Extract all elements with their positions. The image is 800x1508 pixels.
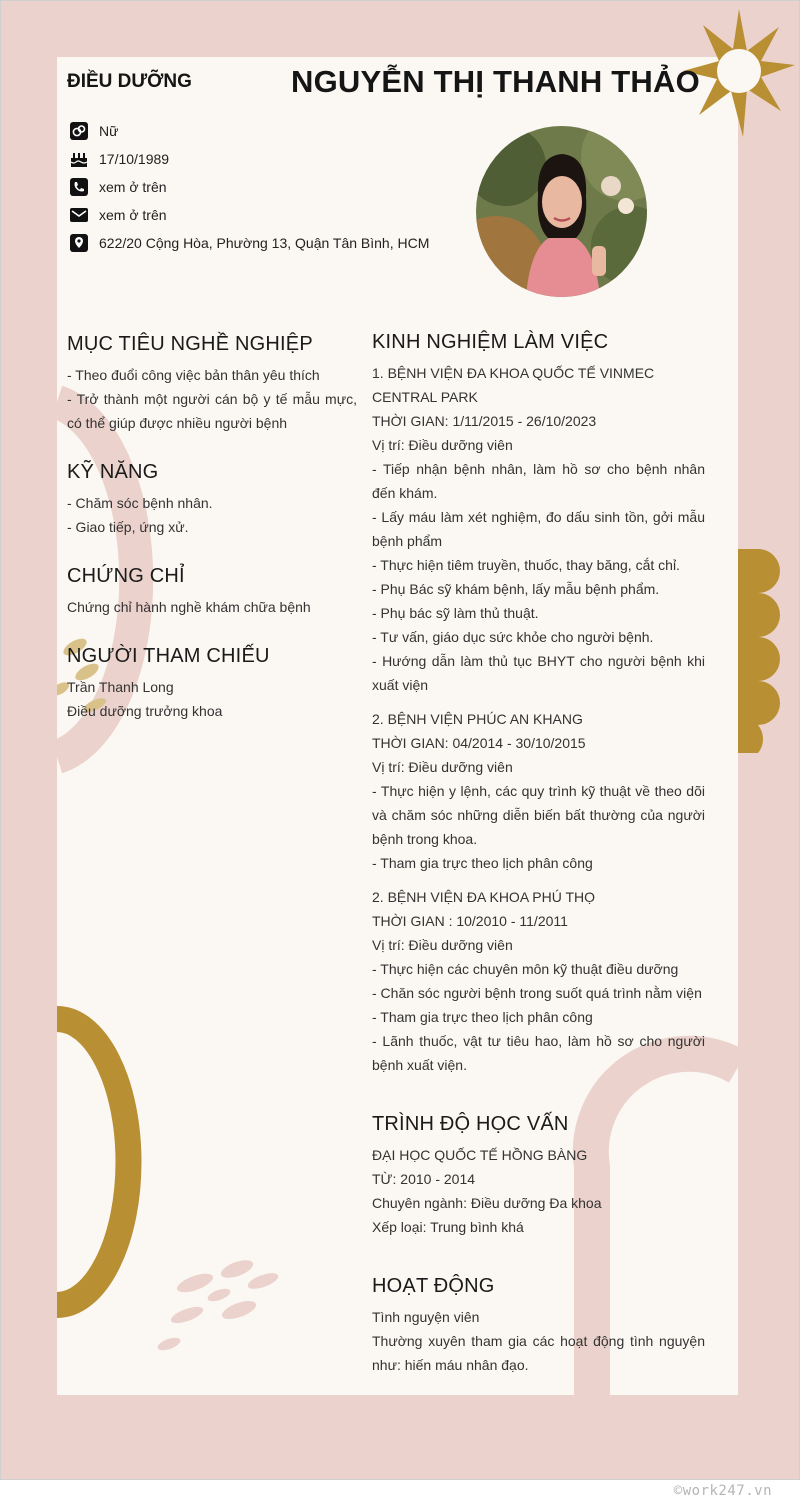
job-duty: - Chăn sóc người bệnh trong suốt quá trình nằm viện [372, 985, 702, 1001]
info-address [69, 229, 429, 257]
avatar [476, 126, 647, 297]
job-duty: - Thực hiện tiêm truyền, thuốc, thay băng, cắt chỉ. [372, 557, 680, 573]
job-duty: - Phụ Bác sỹ khám bệnh, lấy mẫu bệnh phẩm. [372, 581, 660, 597]
info-phone [69, 173, 429, 201]
section-title: KINH NGHIỆM LÀM VIỆC [372, 331, 609, 353]
personal-info-list [69, 117, 429, 257]
job-entry [372, 885, 705, 1077]
certificates-section [67, 563, 357, 619]
birthday-cake-icon [69, 149, 89, 169]
section-title: KỸ NĂNG [67, 461, 159, 483]
location-pin-icon [69, 233, 89, 253]
section-title: HOẠT ĐỘNG [372, 1275, 495, 1297]
job-duty: - Thực hiện y lệnh, các quy trình kỹ thuật về theo dõi và chăm sóc những diễn biến bất thường của người bệnh trong khoa. [372, 783, 705, 847]
job-time: THỜI GIAN: 04/2014 - 30/10/2015 [372, 735, 586, 751]
job-position: Vị trí: Điều dưỡng viên [372, 437, 513, 453]
skills-section [67, 459, 357, 539]
job-duty: - Tham gia trực theo lịch phân công [372, 855, 593, 871]
job-duty: - Tiếp nhận bệnh nhân, làm hồ sơ cho bệnh nhân đến khám. [372, 461, 705, 501]
job-duty: - Phụ bác sỹ làm thủ thuật. [372, 605, 539, 621]
company-name: 2. BỆNH VIỆN PHÚC AN KHANG [372, 711, 583, 727]
text-line: TỪ: 2010 - 2014 [372, 1171, 476, 1187]
education-section [372, 1111, 705, 1239]
full-name: NGUYỄN THỊ THANH THẢO [291, 64, 700, 99]
job-duty: - Lấy máu làm xét nghiệm, đo dấu sinh tồn, gởi mẫu bệnh phẩm [372, 509, 705, 549]
job-position: Vị trí: Điều dưỡng viên [372, 759, 513, 775]
job-title: ĐIỀU DƯỠNG [67, 71, 192, 92]
text-line: Xếp loại: Trung bình khá [372, 1219, 524, 1235]
phone-icon [69, 177, 89, 197]
job-time: THỜI GIAN : 10/2010 - 11/2011 [372, 913, 568, 929]
company-name: 1. BỆNH VIỆN ĐA KHOA QUỐC TẾ VINMEC CENTRAL PARK [372, 365, 655, 405]
text-line: Trần Thanh Long [67, 679, 174, 695]
company-name: 2. BỆNH VIỆN ĐA KHOA PHÚ THỌ [372, 889, 596, 905]
job-duty: - Hướng dẫn làm thủ tục BHYT cho người bệnh khi xuất viện [372, 653, 705, 693]
info-text: 622/20 Cộng Hòa, Phường 13, Quận Tân Bình, HCM [99, 235, 430, 251]
activities-section [372, 1273, 705, 1377]
info-text: 17/10/1989 [99, 151, 170, 167]
job-entry [372, 361, 705, 697]
section-title: TRÌNH ĐỘ HỌC VẤN [372, 1113, 569, 1135]
section-title: CHỨNG CHỈ [67, 565, 185, 587]
text-line: Tình nguyện viên [372, 1309, 480, 1325]
portrait-photo [476, 126, 647, 297]
references-section [67, 643, 357, 723]
objective-section [67, 331, 357, 435]
text-line: - Theo đuổi công việc bản thân yêu thích [67, 367, 320, 383]
job-duty: - Tham gia trực theo lịch phân công [372, 1009, 593, 1025]
info-birthday [69, 145, 429, 173]
job-time: THỜI GIAN: 1/11/2015 - 26/10/2023 [372, 413, 597, 429]
text-line: - Trở thành một người cán bộ y tế mẫu mực, có thể giúp được nhiều người bệnh [67, 391, 357, 431]
info-text: Nữ [99, 123, 119, 139]
gender-icon [69, 121, 89, 141]
job-duty: - Tư vấn, giáo dục sức khỏe cho người bệnh. [372, 629, 654, 645]
job-duty: - Thực hiện các chuyên môn kỹ thuật điều dưỡng [372, 961, 679, 977]
text-line: ĐẠI HỌC QUỐC TẾ HỒNG BÀNG [372, 1147, 588, 1163]
section-title: MỤC TIÊU NGHỀ NGHIỆP [67, 333, 313, 355]
info-email [69, 201, 429, 229]
mail-icon [69, 205, 89, 225]
text-line: Thường xuyên tham gia các hoạt động tình nguyện như: hiến máu nhân đạo. [372, 1333, 705, 1373]
info-text: xem ở trên [99, 179, 167, 195]
text-line: Chuyên ngành: Điều dưỡng Đa khoa [372, 1195, 602, 1211]
job-entry [372, 707, 705, 875]
text-line: - Giao tiếp, ứng xử. [67, 519, 189, 535]
job-duty: - Lãnh thuốc, vật tư tiêu hao, làm hồ sơ cho người bệnh xuất viện. [372, 1033, 705, 1073]
text-line: Chứng chỉ hành nghề khám chữa bệnh [67, 599, 311, 615]
text-line: - Chăm sóc bệnh nhân. [67, 495, 213, 511]
job-position: Vị trí: Điều dưỡng viên [372, 937, 513, 953]
section-title: NGƯỜI THAM CHIẾU [67, 645, 270, 667]
experience-section [372, 329, 705, 1077]
watermark: ©work247.vn [673, 1483, 772, 1499]
info-gender [69, 117, 429, 145]
text-line: Điều dưỡng trưởng khoa [67, 703, 223, 719]
info-text: xem ở trên [99, 207, 167, 223]
